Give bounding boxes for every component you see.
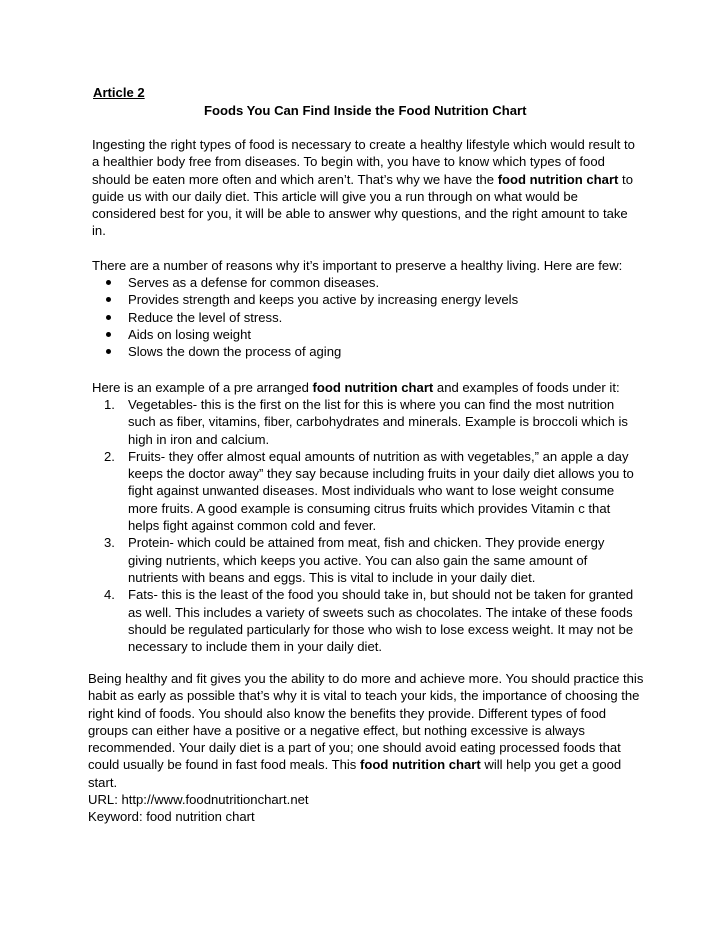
keyword-line: Keyword: food nutrition chart [88,809,255,824]
item-text: Protein- which could be attained from meat, fish and chicken. They provide energy giving nutrients, which keeps you active. You can also gain the same amount of nutrients with beans and eggs. This is vital to include in your daily diet. [128,535,605,585]
food-group-item [92,396,640,448]
reason-item: Aids on losing weight [92,326,640,343]
reason-item: Serves as a defense for common diseases. [92,274,640,291]
item-number: 3. [104,535,115,551]
article-title: Foods You Can Find Inside the Food Nutrition Chart [204,103,527,118]
intro-text-end: to guide us with our daily diet. This article will give you a run through on what would be considered best for you, it will be able to answer why questions, and the right amount to take in. [92,171,633,239]
item-text: Vegetables- this is the first on the list for this is where you can find the most nutrition such as fiber, vitamins, fiber, carbohydrates and minerals. Example is broccoli which is high in iron and calcium. [128,397,628,447]
url-line: URL: http://www.foodnutritionchart.net [88,792,309,807]
item-number: 4. [104,587,115,603]
conclusion-text-start: Being healthy and fit gives you the ability to do more and achieve more. You should practice this habit as early as possible that’s why it is vital to teach your kids, the importance of choosing the right kind of foods. You should also know the benefits they provide. Different types of food groups can either have a positive or a negative effect, but nothing excessive is always recommended. Your daily diet is a part of you; one should avoid eating processed foods that could usually be found in fast food meals. This [88,671,644,773]
article-label: Article 2 [93,85,145,100]
example-lead-end: and examples of foods under it: [433,380,620,395]
reasons-lead: There are a number of reasons why it’s important to preserve a healthy living. Here are few: [92,258,623,273]
food-group-item [92,534,640,586]
intro-text-start: Ingesting the right types of food is necessary to create a healthy lifestyle which would result to a healthier body free from diseases. To begin with, you have to know which types of food should be eaten more often and which aren’t. That’s why we have the [92,137,635,187]
item-text: Fats- this is the least of the food you should take in, but should not be taken for granted as well. This includes a variety of sweets such as chocolates. The intake of these foods should be regulated particularly for those who wish to lose excess weight. It may not be necessary to include them in your daily diet. [128,587,634,655]
intro-paragraph [92,136,640,240]
item-text: Fruits- they offer almost equal amounts of nutrition as with vegetables,” an apple a day keeps the doctor away” they say because including fruits in your daily diet allows you to fight against unwanted diseases. Most individuals who want to lose weight consume more fruits. A good example is consuming citrus fruits which provides Vitamin c that helps fight against common cold and fever. [128,448,634,534]
item-number: 1. [104,397,115,412]
intro-keyword: food nutrition chart [497,171,619,187]
example-lead-start: Here is an example of a pre arranged [92,380,313,395]
reason-item: Reduce the level of stress. [92,309,640,326]
conclusion-paragraph [88,670,646,791]
food-groups-list [92,396,640,655]
example-lead [92,379,640,396]
food-group-item [92,448,640,534]
conclusion-text-end: will help you get a good start. [88,757,622,790]
conclusion-keyword: food nutrition chart [359,757,481,773]
example-lead-keyword: food nutrition chart [312,380,434,395]
food-group-item [92,586,640,655]
reason-item: Slows the down the process of aging [92,343,640,360]
item-number: 2. [104,448,115,464]
reasons-list [92,274,640,360]
reason-item: Provides strength and keeps you active by increasing energy levels [92,291,640,308]
